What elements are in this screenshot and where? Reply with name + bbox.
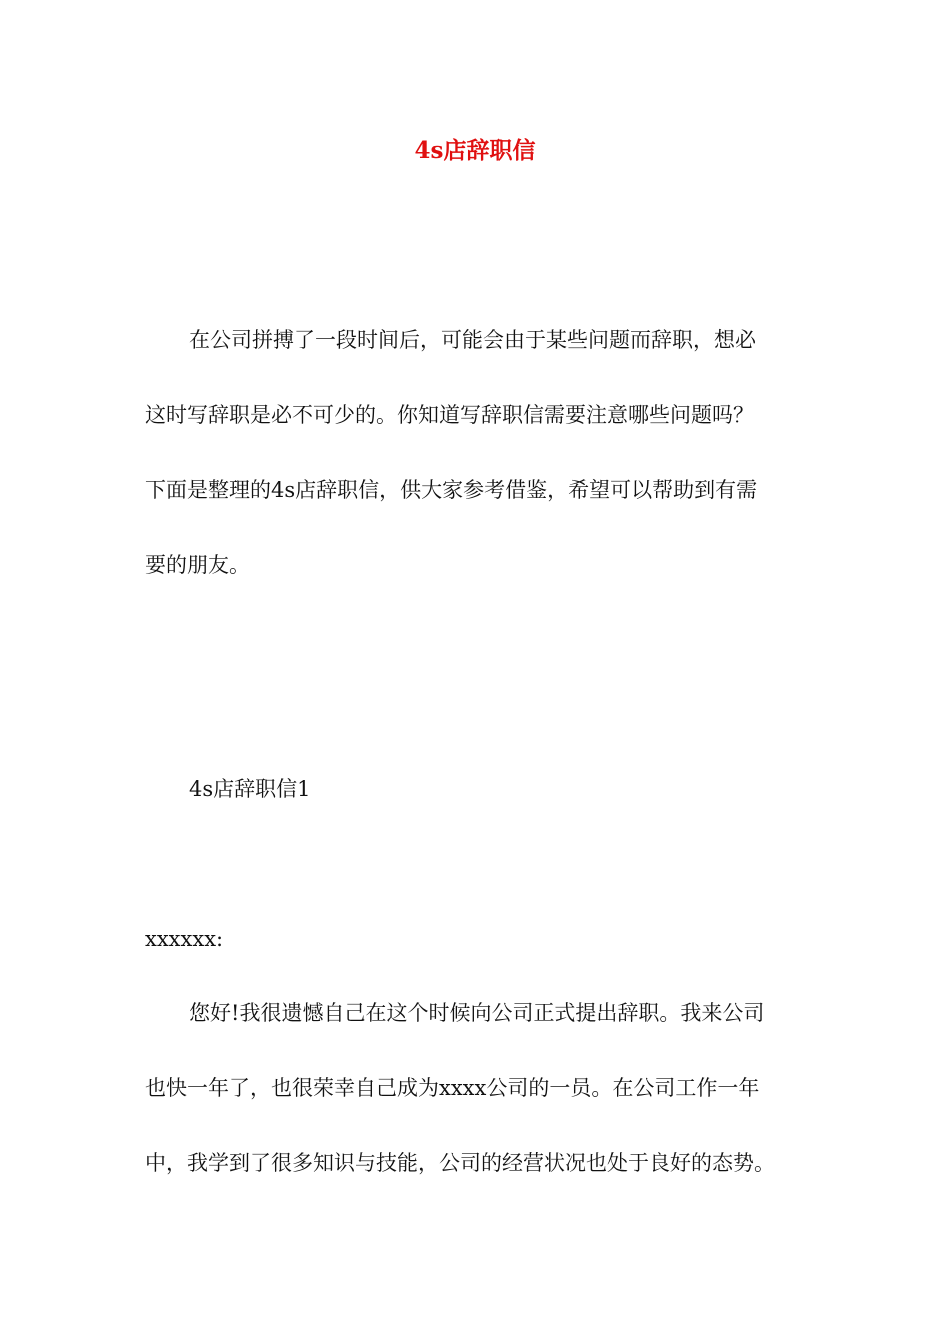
document-title: 4s店辞职信 xyxy=(414,137,536,164)
body-line-1: 您好!我很遗憾自己在这个时候向公司正式提出辞职。我来公司 xyxy=(189,1001,765,1025)
intro-line-4: 要的朋友。 xyxy=(145,553,250,577)
intro-line-1: 在公司拼搏了一段时间后，可能会由于某些问题而辞职，想必 xyxy=(189,328,756,352)
intro-line-3: 下面是整理的4s店辞职信，供大家参考借鉴，希望可以帮助到有需 xyxy=(145,478,758,502)
section-heading: 4s店辞职信1 xyxy=(189,777,311,801)
body-line-3: 中，我学到了很多知识与技能，公司的经营状况也处于良好的态势。 xyxy=(145,1151,775,1175)
body-line-2: 也快一年了，也很荣幸自己成为xxxx公司的一员。在公司工作一年 xyxy=(145,1076,760,1100)
salutation: xxxxxx: xyxy=(145,927,224,951)
intro-line-2: 这时写辞职是必不可少的。你知道写辞职信需要注意哪些问题吗？ xyxy=(145,403,754,427)
